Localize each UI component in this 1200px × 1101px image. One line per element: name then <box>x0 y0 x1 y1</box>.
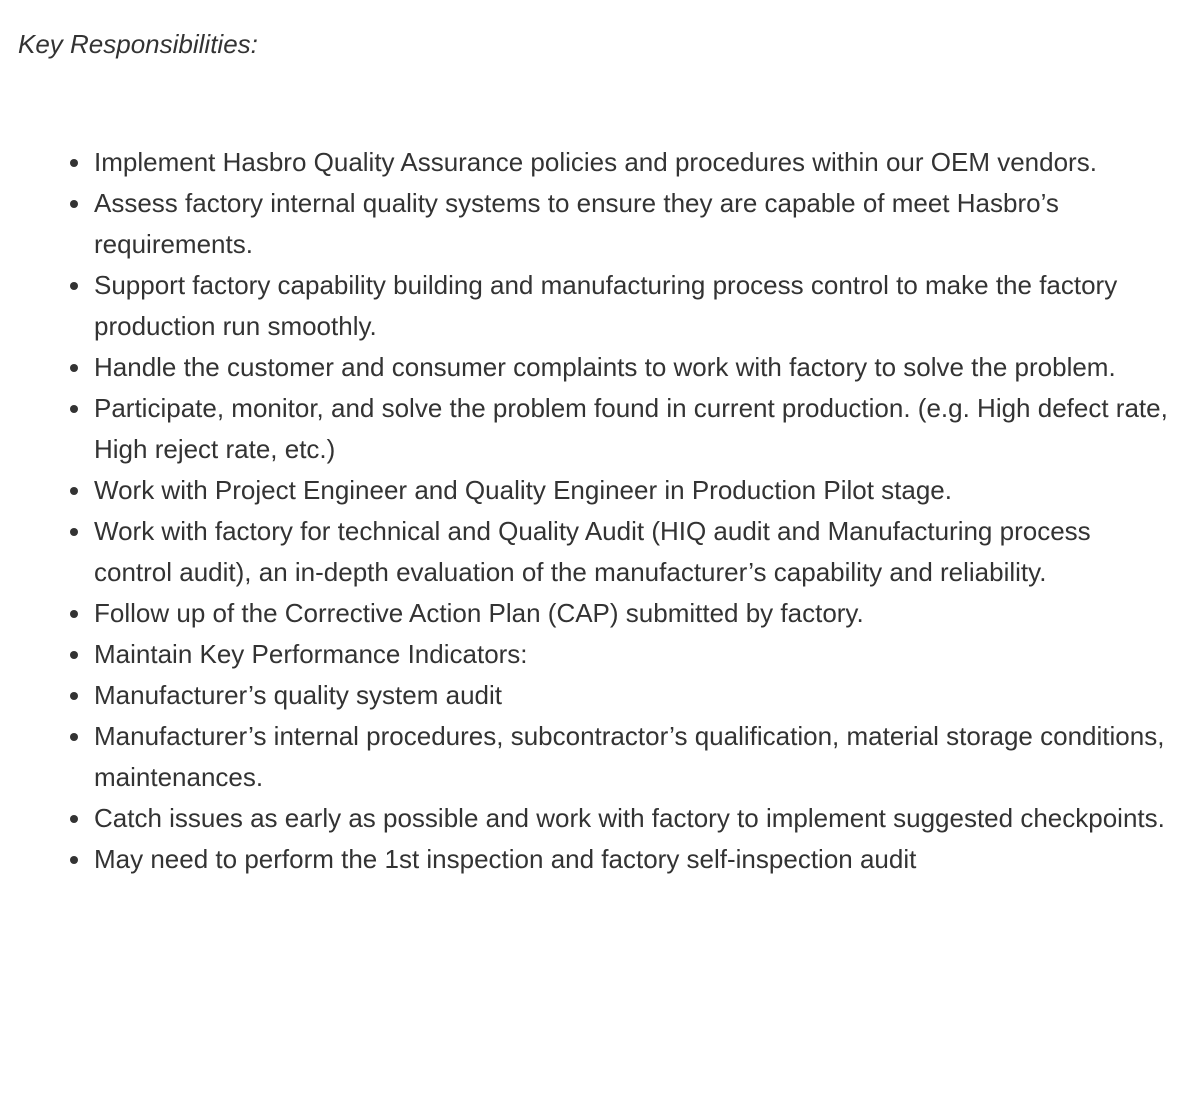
list-item-text: Catch issues as early as possible and work with factory to implement suggested checkpoints. <box>94 803 1165 833</box>
bullet-icon <box>70 282 78 290</box>
list-item-text: Follow up of the Corrective Action Plan (CAP) submitted by factory. <box>94 598 864 628</box>
bullet-icon <box>70 610 78 618</box>
list-item-text: May need to perform the 1st inspection and factory self-inspection audit <box>94 844 917 874</box>
list-item <box>94 142 1174 183</box>
list-item <box>94 470 1174 511</box>
bullet-icon <box>70 815 78 823</box>
list-item-text: Handle the customer and consumer complaints to work with factory to solve the problem. <box>94 352 1116 382</box>
list-item <box>94 716 1174 798</box>
list-item <box>94 265 1174 347</box>
responsibilities-list <box>94 142 1174 880</box>
bullet-icon <box>70 528 78 536</box>
bullet-icon <box>70 651 78 659</box>
bullet-icon <box>70 692 78 700</box>
list-item <box>94 593 1174 634</box>
list-item <box>94 511 1174 593</box>
list-item <box>94 675 1174 716</box>
list-item <box>94 183 1174 265</box>
list-item <box>94 347 1174 388</box>
list-item-text: Assess factory internal quality systems to ensure they are capable of meet Hasbro’s requirements. <box>94 188 1059 259</box>
list-item-text: Participate, monitor, and solve the problem found in current production. (e.g. High defect rate, High reject rate, etc.) <box>94 393 1168 464</box>
list-item-text: Support factory capability building and manufacturing process control to make the factory production run smoothly. <box>94 270 1118 341</box>
bullet-icon <box>70 487 78 495</box>
list-item-text: Work with Project Engineer and Quality Engineer in Production Pilot stage. <box>94 475 952 505</box>
bullet-icon <box>70 856 78 864</box>
list-item <box>94 634 1174 675</box>
bullet-icon <box>70 200 78 208</box>
bullet-icon <box>70 159 78 167</box>
list-item <box>94 798 1174 839</box>
list-item-text: Manufacturer’s quality system audit <box>94 680 503 710</box>
list-item-text: Implement Hasbro Quality Assurance policies and procedures within our OEM vendors. <box>94 147 1097 177</box>
list-item <box>94 388 1174 470</box>
section-heading: Key Responsibilities: <box>18 29 258 59</box>
bullet-icon <box>70 733 78 741</box>
list-item-text: Manufacturer’s internal procedures, subcontractor’s qualification, material storage conditions, maintenances. <box>94 721 1165 792</box>
list-item <box>94 839 1174 880</box>
bullet-icon <box>70 405 78 413</box>
list-item-text: Work with factory for technical and Quality Audit (HIQ audit and Manufacturing process control audit), an in-depth evaluation of the manufacturer’s capability and reliability. <box>94 516 1091 587</box>
list-item-text: Maintain Key Performance Indicators: <box>94 639 528 669</box>
bullet-icon <box>70 364 78 372</box>
